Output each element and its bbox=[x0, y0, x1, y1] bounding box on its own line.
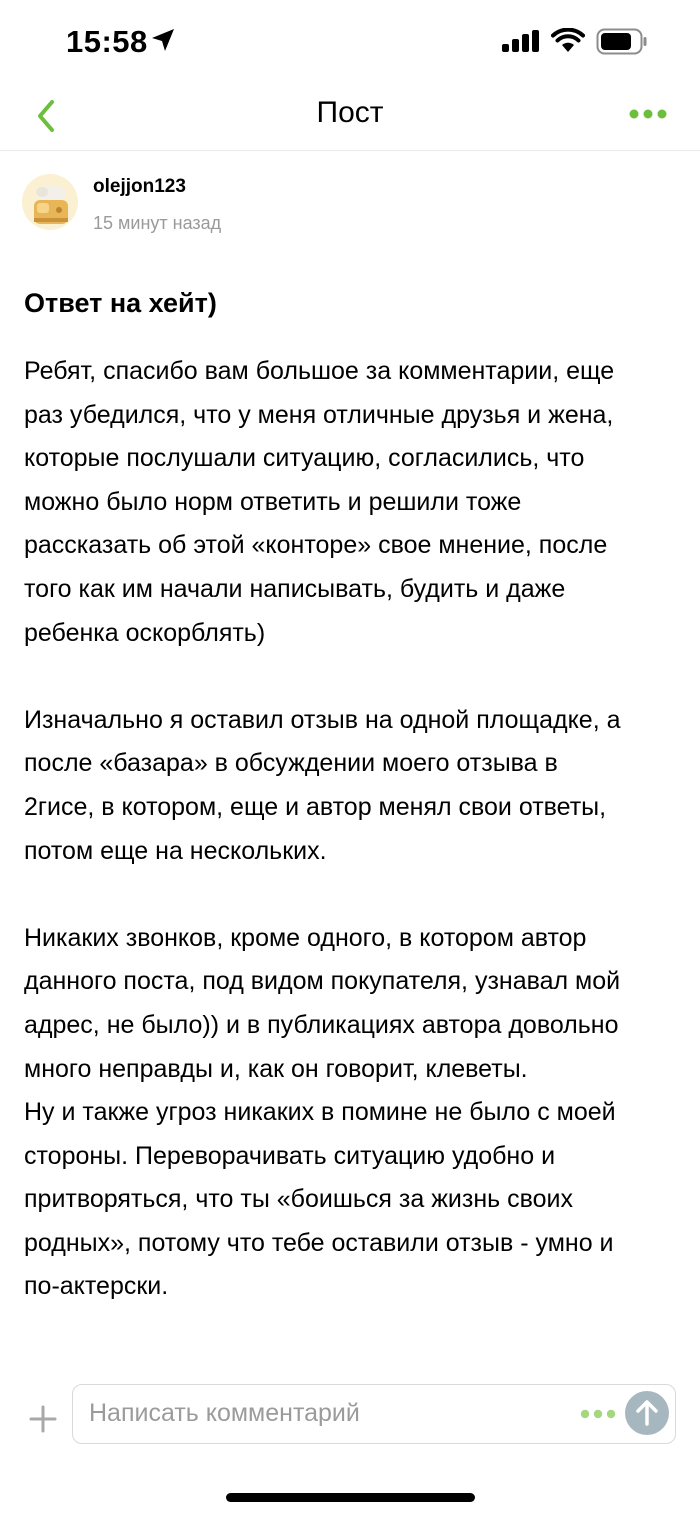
navigation-bar bbox=[0, 84, 700, 151]
cellular-signal-icon bbox=[502, 30, 542, 54]
post-line: потом еще на нескольких. bbox=[24, 836, 327, 865]
post-line: притворяться, что ты «боишься за жизнь своих bbox=[24, 1185, 573, 1214]
post-line: раз убедился, что у меня отличные друзья и жена, bbox=[24, 400, 614, 429]
post-line: по-актерски. bbox=[24, 1272, 169, 1301]
post-timestamp: 15 минут назад bbox=[93, 213, 222, 233]
post-body bbox=[24, 350, 684, 1309]
post-line: данного поста, под видом покупателя, узнавал мой bbox=[24, 967, 621, 996]
post-line: ребенка оскорблять) bbox=[24, 618, 266, 647]
author-username[interactable]: olejjon123 bbox=[93, 176, 186, 197]
dots-icon[interactable] bbox=[579, 1403, 617, 1425]
post-line: рассказать об этой «конторе» свое мнение, после bbox=[24, 531, 608, 560]
status-time: 15:58 bbox=[66, 24, 148, 59]
post-title: Ответ на хейт) bbox=[24, 288, 217, 318]
send-button[interactable] bbox=[625, 1391, 669, 1435]
post-line: адрес, не было)) и в публикациях автора довольно bbox=[24, 1010, 619, 1039]
comment-field[interactable] bbox=[72, 1384, 676, 1444]
post-content-area bbox=[0, 150, 700, 1372]
wifi-icon bbox=[551, 28, 585, 54]
status-bar bbox=[0, 0, 700, 84]
battery-icon bbox=[596, 28, 648, 55]
page-title: Пост bbox=[316, 96, 384, 129]
location-arrow-icon bbox=[150, 27, 176, 53]
paragraph-gap bbox=[24, 873, 684, 917]
post-line: того как им начали написывать, будить и даже bbox=[24, 574, 566, 603]
arrow-up-icon bbox=[625, 1391, 669, 1435]
post-line: стороны. Переворачивать ситуацию удобно и bbox=[24, 1141, 556, 1170]
post-line: после «базара» в обсуждении моего отзыва в bbox=[24, 749, 558, 778]
post-line: много неправды и, как он говорит, клеветы. bbox=[24, 1054, 528, 1083]
post-line: Ну и также угроз никаких в помине не было с моей bbox=[24, 1098, 616, 1127]
paragraph-gap bbox=[24, 655, 684, 699]
comment-bar bbox=[0, 1372, 700, 1514]
post-line: Ребят, спасибо вам большое за комментарии, еще bbox=[24, 357, 615, 385]
plus-icon[interactable] bbox=[28, 1404, 58, 1434]
home-indicator bbox=[226, 1493, 475, 1502]
post-line: которые послушали ситуацию, согласились, что bbox=[24, 444, 585, 473]
more-dots-icon[interactable] bbox=[628, 100, 668, 128]
post-line: 2гисе, в котором, еще и автор менял свои ответы, bbox=[24, 792, 607, 821]
comment-input[interactable] bbox=[89, 1385, 549, 1442]
post-line: Никаких звонков, кроме одного, в котором автор bbox=[24, 923, 587, 952]
post-line: Изначально я оставил отзыв на одной площадке, а bbox=[24, 705, 621, 734]
post-line: можно было норм ответить и решили тоже bbox=[24, 487, 522, 516]
post-line: родных», потому что тебе оставили отзыв - умно и bbox=[24, 1228, 614, 1257]
